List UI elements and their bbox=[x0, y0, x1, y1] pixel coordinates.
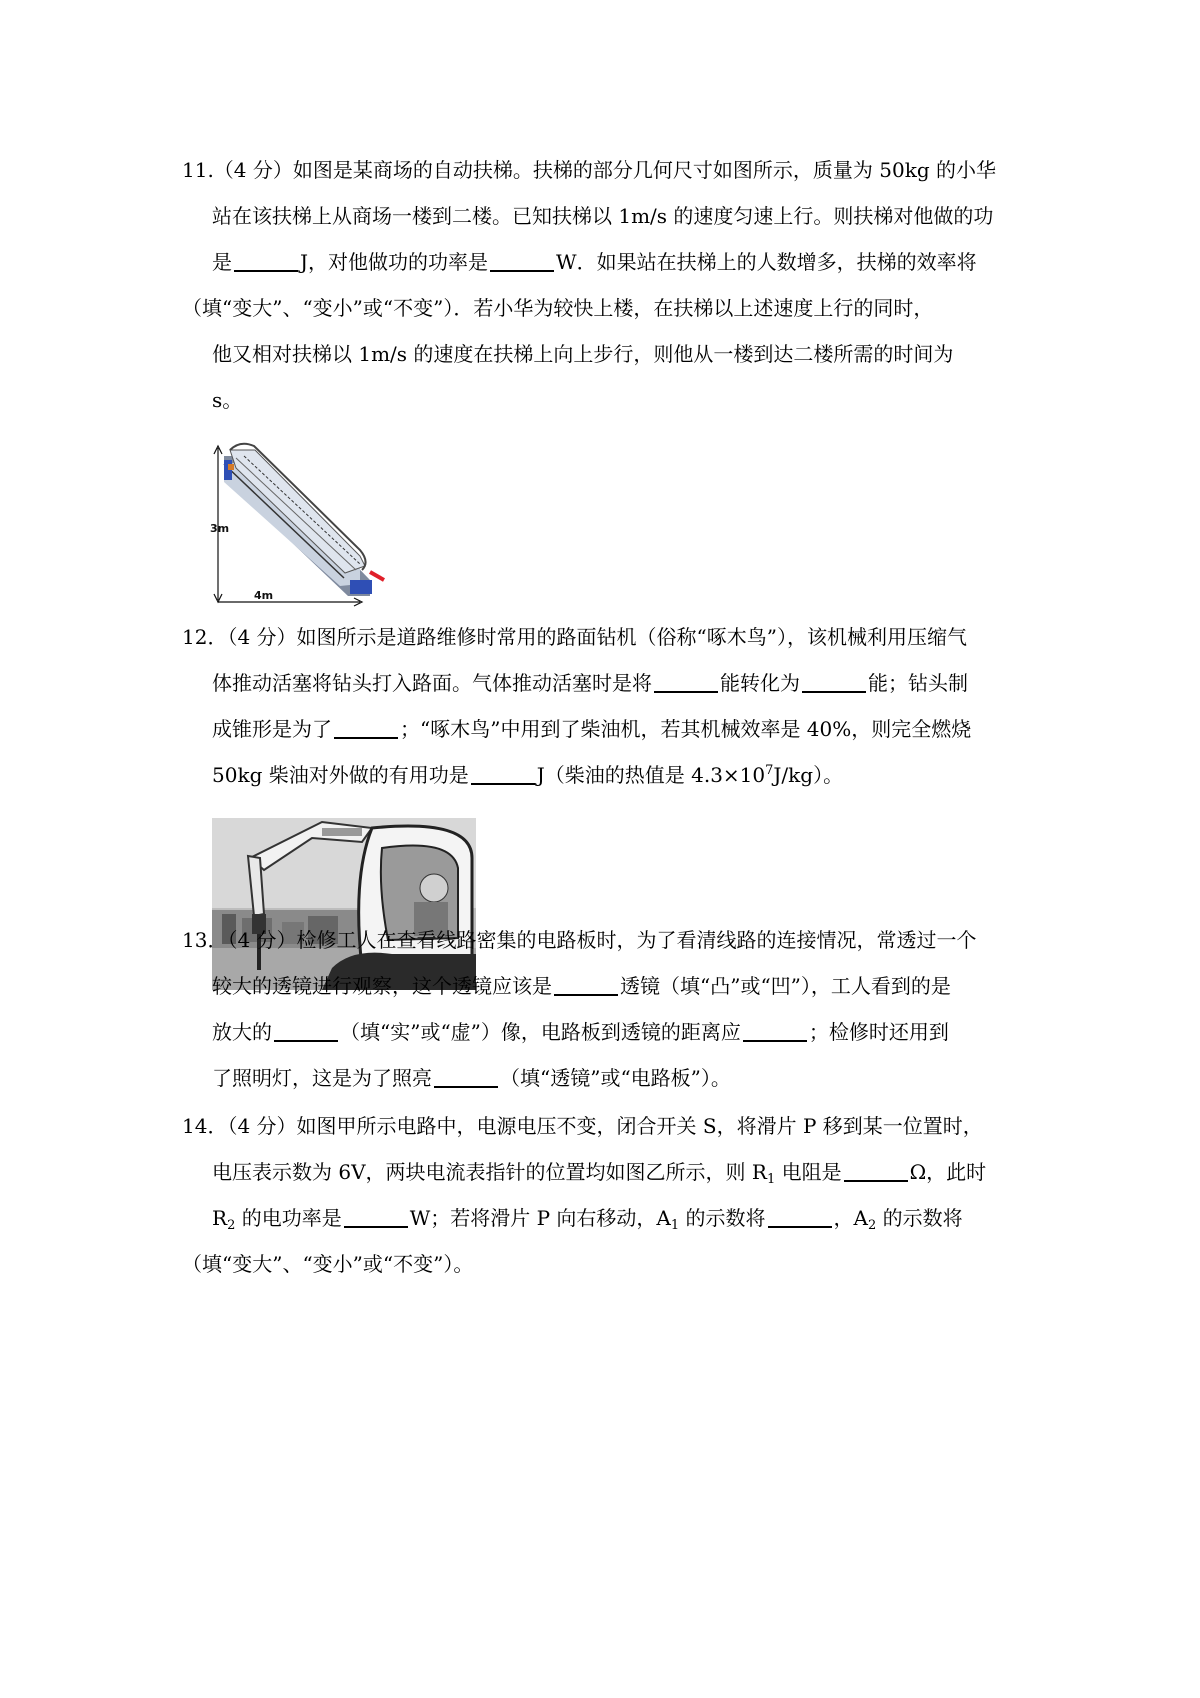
answer-blank[interactable] bbox=[490, 248, 554, 272]
question-14 bbox=[182, 1103, 1032, 1287]
question-13 bbox=[182, 917, 1032, 1101]
answer-blank[interactable] bbox=[768, 1204, 832, 1228]
red-arrow-icon bbox=[370, 572, 384, 580]
answer-blank[interactable] bbox=[334, 715, 398, 739]
question-11 bbox=[182, 147, 1032, 423]
answer-blank[interactable] bbox=[274, 1018, 338, 1042]
q14-line-3: $R_2$ 的电功率是 W；若将滑片 P 向右移动，$A_1$ 的示数将 ，$A_2$ 的示数将 bbox=[212, 1206, 963, 1233]
answer-blank[interactable] bbox=[554, 972, 618, 996]
q11-line-5: 他又相对扶梯以 1m/s 的速度在扶梯上向上步行，则他从一楼到达二楼所需的时间为 bbox=[212, 342, 954, 366]
orange-marker bbox=[228, 464, 234, 470]
q12-line-2: 体推动活塞将钻头打入路面。气体推动活塞时是将 能转化为 能；钻头制 bbox=[212, 671, 968, 695]
answer-blank[interactable] bbox=[471, 761, 535, 785]
q11-line-4: （填“变大”、“变小”或“不变”）．若小华为较快上楼，在扶梯以上述速度上行的同时， bbox=[182, 296, 934, 320]
answer-blank[interactable] bbox=[654, 669, 718, 693]
answer-blank[interactable] bbox=[802, 669, 866, 693]
answer-blank[interactable] bbox=[743, 1018, 807, 1042]
q13-line-3: 放大的 （填“实”或“虚”）像，电路板到透镜的距离应 ；检修时还用到 bbox=[212, 1020, 949, 1044]
q11-line-6: s。 bbox=[212, 388, 243, 412]
answer-blank[interactable] bbox=[844, 1158, 908, 1182]
escalator-figure bbox=[210, 438, 400, 610]
q14-line-1: 14．（4 分）如图甲所示电路中，电源电压不变，闭合开关 S，将滑片 P 移到某一位置时， bbox=[182, 1114, 983, 1138]
answer-blank[interactable] bbox=[344, 1204, 408, 1228]
answer-blank[interactable] bbox=[234, 248, 298, 272]
q12-line-1: 12．（4 分）如图所示是道路维修时常用的路面钻机（俗称“啄木鸟”），该机械利用压缩气 bbox=[182, 625, 967, 649]
q11-line-3: 是 J，对他做功的功率是 W．如果站在扶梯上的人数增多，扶梯的效率将 bbox=[212, 250, 977, 274]
q12-line-3: 成锥形是为了 ；“啄木鸟”中用到了柴油机，若其机械效率是 40%，则完全燃烧 bbox=[212, 717, 972, 741]
q12-line-4: 50kg 柴油对外做的有用功是 J（柴油的热值是 $4.3\times 10^7J/kg$）。 bbox=[212, 763, 844, 787]
q13-line-2: 较大的透镜进行观察，这个透镜应该是 透镜（填“凸”或“凹”），工人看到的是 bbox=[212, 974, 951, 998]
question-12 bbox=[182, 614, 1032, 798]
q13-line-4: 了照明灯，这是为了照亮 （填“透镜”或“电路板”）。 bbox=[212, 1066, 731, 1090]
lower-landing-panel bbox=[350, 580, 372, 594]
q11-line-2: 站在该扶梯上从商场一楼到二楼。已知扶梯以 1m/s 的速度匀速上行。则扶梯对他做的功 bbox=[212, 204, 994, 228]
height-label: 3m bbox=[210, 522, 230, 535]
q14-line-2: 电压表示数为 6V，两块电流表指针的位置均如图乙所示，则 $R_1$ 电阻是 Ω，此时 bbox=[212, 1160, 987, 1187]
q14-line-4: （填“变大”、“变小”或“不变”）。 bbox=[182, 1252, 474, 1276]
width-label: 4m bbox=[254, 589, 274, 602]
answer-blank[interactable] bbox=[434, 1064, 498, 1088]
q13-line-1: 13．（4 分）检修工人在查看线路密集的电路板时，为了看清线路的连接情况，常透过一个 bbox=[182, 928, 977, 952]
q11-line-1: 11.（4 分）如图是某商场的自动扶梯。扶梯的部分几何尺寸如图所示，质量为 50kg 的小华 bbox=[182, 158, 996, 182]
